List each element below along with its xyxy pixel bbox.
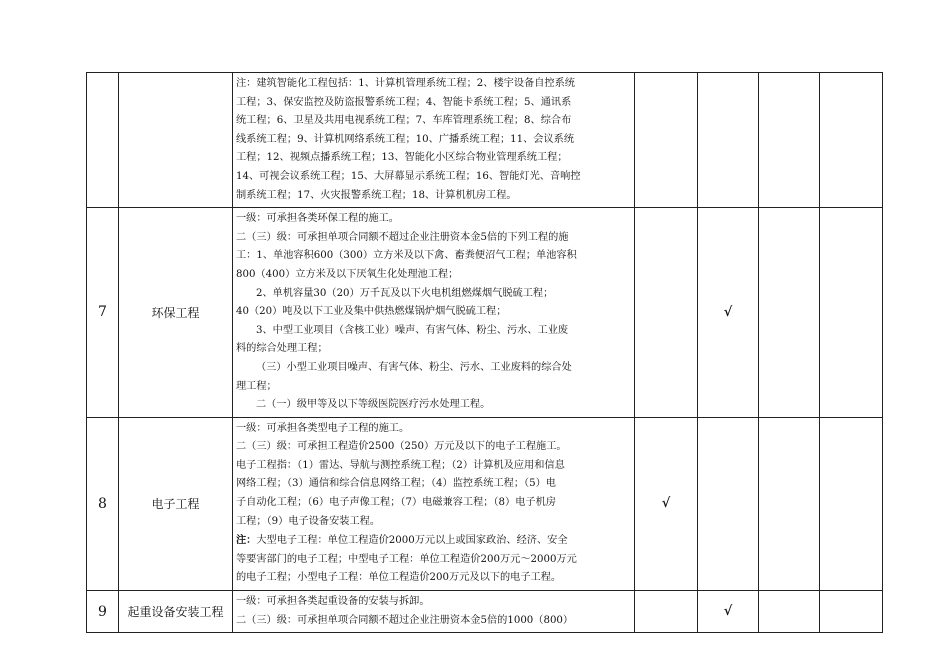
check-column-a (635, 73, 698, 208)
description-line: 电子工程指：（1）雷达、导航与测控系统工程；（2）计算机及应用和信息 (236, 459, 565, 471)
description-line: 一级：可承担各类环保工程的施工。 (236, 213, 399, 225)
check-column-b: √ (698, 208, 759, 418)
row-number (87, 73, 119, 208)
empty-column-c (759, 208, 820, 418)
description-line: 料的综合处理工程； (236, 343, 328, 355)
description-line: 二（一）级甲等及以下等级医院医疗污水处理工程。 (256, 399, 491, 411)
description-line: 制系统工程；17、火灾报警系统工程；18、计算机机房工程。 (236, 189, 517, 201)
description-line: 工程；12、视频点播系统工程；13、智能化小区综合物业管理系统工程； (236, 152, 568, 164)
description-line: 二（三）级：可承担工程造价2500（250）万元及以下的电子工程施工。 (236, 441, 567, 453)
description-line: 的电子工程；小型电子工程：单位工程造价200万元及以下的电子工程。 (236, 572, 562, 584)
check-column-b (698, 73, 759, 208)
check-column-a (635, 591, 698, 633)
description-line: 一级：可承担各类起重设备的安装与拆卸。 (236, 596, 430, 608)
table-row (87, 591, 883, 633)
row-number: 7 (87, 208, 119, 418)
project-name: 环保工程 (119, 208, 233, 418)
description-line: 注：大型电子工程：单位工程造价2000万元以上或国家政治、经济、安全 (236, 534, 568, 547)
description-line: 工：1、单池容积600（300）立方米及以下禽、畜粪便沼气工程；单池容积 (236, 250, 577, 262)
check-column-a (635, 208, 698, 418)
project-name (119, 73, 233, 208)
check-column-b (698, 417, 759, 590)
check-column-b: √ (698, 591, 759, 633)
description-line: 800（400）立方米及以下厌氧生化处理池工程； (236, 268, 459, 280)
empty-column-c (759, 73, 820, 208)
description-line: 二（三）级：可承担单项合同额不超过企业注册资本金5倍的下列工程的施 (236, 231, 569, 243)
project-name: 起重设备安装工程 (119, 591, 233, 633)
empty-column-d (820, 73, 883, 208)
description-line: 3、中型工业项目（含核工业）噪声、有害气体、粉尘、污水、工业废 (256, 324, 569, 336)
description-line: 一级：可承担各类型电子工程的施工。 (236, 422, 410, 434)
description-line: 40（20）吨及以下工业及集中供热燃煤锅炉烟气脱硫工程； (236, 306, 507, 318)
qualification-table (86, 72, 883, 633)
scope-description (233, 417, 635, 590)
description-line: 2、单机容量30（20）万千瓦及以下火电机组燃煤烟气脱硫工程； (256, 287, 554, 299)
description-line: 理工程； (236, 380, 277, 392)
table-body (87, 73, 883, 633)
description-line: 统工程；6、卫星及共用电视系统工程；7、车库管理系统工程；8、综合布 (236, 115, 572, 127)
scope-description (233, 208, 635, 418)
description-line: 等要害部门的电子工程；中型电子工程：单位工程造价200万元～2000万元 (236, 553, 577, 565)
empty-column-c (759, 417, 820, 590)
row-number: 9 (87, 591, 119, 633)
table-row (87, 73, 883, 208)
description-line: 二（三）级：可承担单项合同额不超过企业注册资本金5倍的1000（800） (236, 614, 574, 626)
description-line: 子自动化工程；（6）电子声像工程；（7）电磁兼容工程；（8）电子机房 (236, 497, 556, 509)
empty-column-d (820, 417, 883, 590)
scope-description (233, 591, 635, 633)
description-line: （三）小型工业项目噪声、有害气体、粉尘、污水、工业废料的综合处 (256, 361, 572, 373)
description-line: 网络工程；（3）通信和综合信息网络工程；（4）监控系统工程；（5）电 (236, 478, 556, 490)
description-line: 注：建筑智能化工程包括：1、计算机管理系统工程；2、楼宇设备自控系统 (236, 78, 575, 89)
description-line: 14、可视会议系统工程；15、大屏幕显示系统工程；16、智能灯光、音响控 (236, 170, 581, 182)
description-line: 工程；（9）电子设备安装工程。 (236, 515, 381, 527)
empty-column-d (820, 591, 883, 633)
empty-column-c (759, 591, 820, 633)
scope-description (233, 73, 635, 208)
row-number: 8 (87, 417, 119, 590)
table-row (87, 208, 883, 418)
table-row (87, 417, 883, 590)
project-name: 电子工程 (119, 417, 233, 590)
description-line: 工程；3、保安监控及防盗报警系统工程；4、智能卡系统工程；5、通讯系 (236, 96, 572, 108)
check-column-a: √ (635, 417, 698, 590)
description-line: 线系统工程；9、计算机网络系统工程；10、广播系统工程；11、会议系统 (236, 133, 575, 145)
empty-column-d (820, 208, 883, 418)
